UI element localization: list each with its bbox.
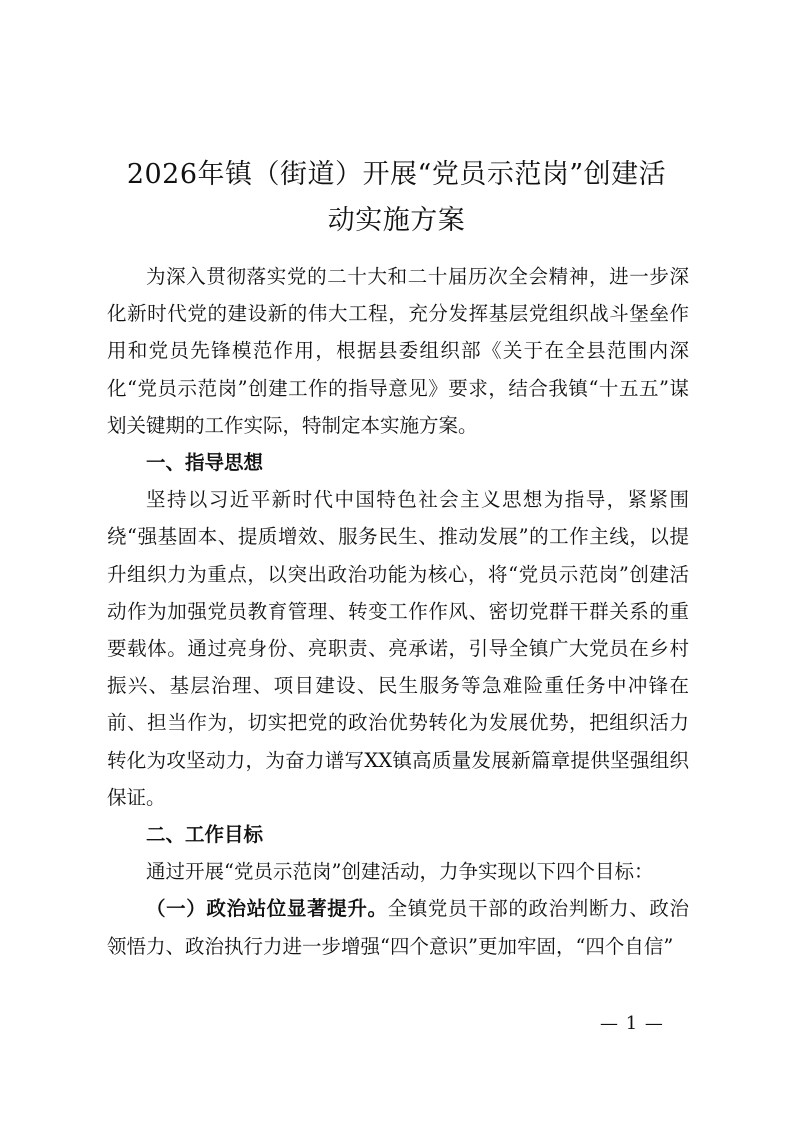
document-body [107, 258, 689, 965]
goal1-body: 全镇党员干部的政治判断力、政治领悟力、政治执行力进一步增强“四个意识”更加牢固，“四个自信” [107, 897, 689, 958]
page-number: — 1 — [600, 1013, 664, 1034]
intro-paragraph: 为深入贯彻落实党的二十大和二十届历次全会精神，进一步深化新时代党的建设新的伟大工程，充分发挥基层党组织战斗堡垒作用和党员先锋模范作用，根据县委组织部《关于在全县范围内深化“党员示范岗”创建工作的指导意见》要求，结合我镇“十五五”谋划关键期的工作实际，特制定本实施方案。 [107, 265, 689, 437]
section2-intro-paragraph: 通过开展“党员示范岗”创建活动，力争实现以下四个目标： [146, 860, 654, 884]
goal1-lead: （一）政治站位显著提升。 [146, 897, 388, 921]
document-title-line2: 动实施方案 [327, 205, 466, 236]
section2-heading: 二、工作目标 [146, 823, 264, 847]
document-title-line1: 2026年镇（街道）开展“党员示范岗”创建活 [126, 159, 667, 190]
goal1-paragraph [107, 890, 689, 964]
section1-paragraph: 坚持以习近平新时代中国特色社会主义思想为指导，紧紧围绕“强基固本、提质增效、服务民生、推动发展”的工作主线，以提升组织力为重点，以突出政治功能为核心，将“党员示范岗”创建活动作为加强党员教育管理、转变工作作风、密切党群干群关系的重要载体。通过亮身份、亮职责、亮承诺，引导全镇广大党员在乡村振兴、基层治理、项目建设、民生服务等急难险重任务中冲锋在前、担当作为，切实把党的政治优势转化为发展优势，把组织活力转化为攻坚动力，为奋力谱写XX镇高质量发展新篇章提供坚强组织保证。 [107, 488, 689, 809]
section1-heading: 一、指导思想 [146, 451, 264, 475]
